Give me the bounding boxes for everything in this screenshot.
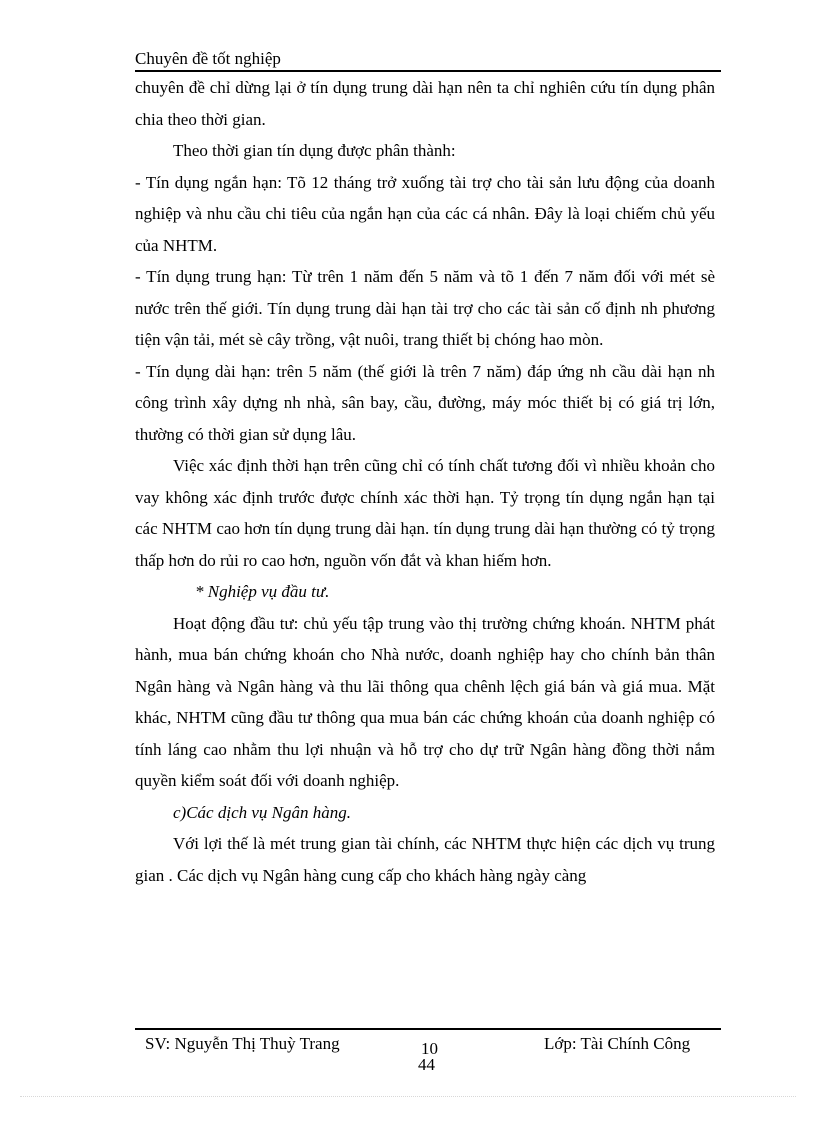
paragraph-intro: chuyên đề chỉ dừng lại ở tín dụng trung dài hạn nên ta chỉ nghiên cứu tín dụng phân chia theo thời gian. (135, 78, 715, 129)
footer-divider (135, 1028, 721, 1030)
section-heading-bank-services: c)Các dịch vụ Ngân hàng. (173, 802, 351, 822)
paragraph-investment: Hoạt động đầu tư: chủ yếu tập trung vào thị trường chứng khoán. NHTM phát hành, mua bán chứng khoán cho Nhà nước, doanh nghiệp hay cho chính bản thân Ngân hàng và Ngân hàng và thu lãi thông qua chênh lệch giá bán và giá mua. Mặt khác, NHTM cũng đầu tư thông qua mua bán các chứng khoán của doanh nghiệp có tính láng cao nhằm thu lợi nhuận và hỗ trợ cho dự trữ Ngân hàng đồng thời nắm quyền kiểm soát đối với doanh nghiệp. (135, 613, 715, 790)
list-item-medium-term-credit: - Tín dụng trung hạn: Từ trên 1 năm đến 5 năm và tõ 1 đến 7 năm đối với mét sè nước trên thế giới. Tín dụng trung dài hạn tài trợ cho các tài sản cố định nh phương tiện vận tải, mét sè cây trồng, vật nuôi, trang thiết bị chóng hao mòn. (135, 267, 715, 349)
list-item-short-term-credit: - Tín dụng ngắn hạn: Tõ 12 tháng trở xuống tài trợ cho tài sản lưu động của doanh nghiệp và nhu cầu chi tiêu của ngắn hạn của các cá nhân. Đây là loại chiếm chủ yếu của NHTM. (135, 172, 715, 255)
document-body (135, 72, 715, 891)
paragraph-term-determination: Việc xác định thời hạn trên cũng chỉ có tính chất tương đối vì nhiều khoản cho vay không xác định trước được chính xác thời hạn. Tỷ trọng tín dụng ngắn hạn tại các NHTM cao hơn tín dụng trung dài hạn. tín dụng trung dài hạn thường có tỷ trọng thấp hơn do rủi ro cao hơn, nguồn vốn đắt và khan hiếm hơn. (135, 456, 715, 570)
paragraph-bank-services: Với lợi thế là mét trung gian tài chính, các NHTM thực hiện các dịch vụ trung gian . Các dịch vụ Ngân hàng cung cấp cho khách hàng ngày càng (135, 834, 715, 885)
total-pages: 44 (418, 1055, 435, 1074)
paragraph-classification: Theo thời gian tín dụng được phân thành: (173, 141, 456, 160)
list-item-long-term-credit: - Tín dụng dài hạn: trên 5 năm (thế giới là trên 7 năm) đáp ứng nh cầu dài hạn nh công trình xây dựng nh nhà, sân bay, cầu, đường, máy móc thiết bị có giá trị lớn, thường có thời gian sử dụng lâu. (135, 361, 715, 444)
section-heading-investment: * Nghiệp vụ đầu tư. (195, 582, 330, 601)
page-bottom-edge (20, 1096, 796, 1097)
footer-class-label: Lớp: Tài Chính Công (544, 1034, 691, 1053)
page-number: 10 (421, 1039, 438, 1058)
footer-student-name: SV: Nguyễn Thị Thuỳ Trang (145, 1034, 340, 1053)
header-title: Chuyên đề tốt nghiệp (135, 49, 281, 68)
